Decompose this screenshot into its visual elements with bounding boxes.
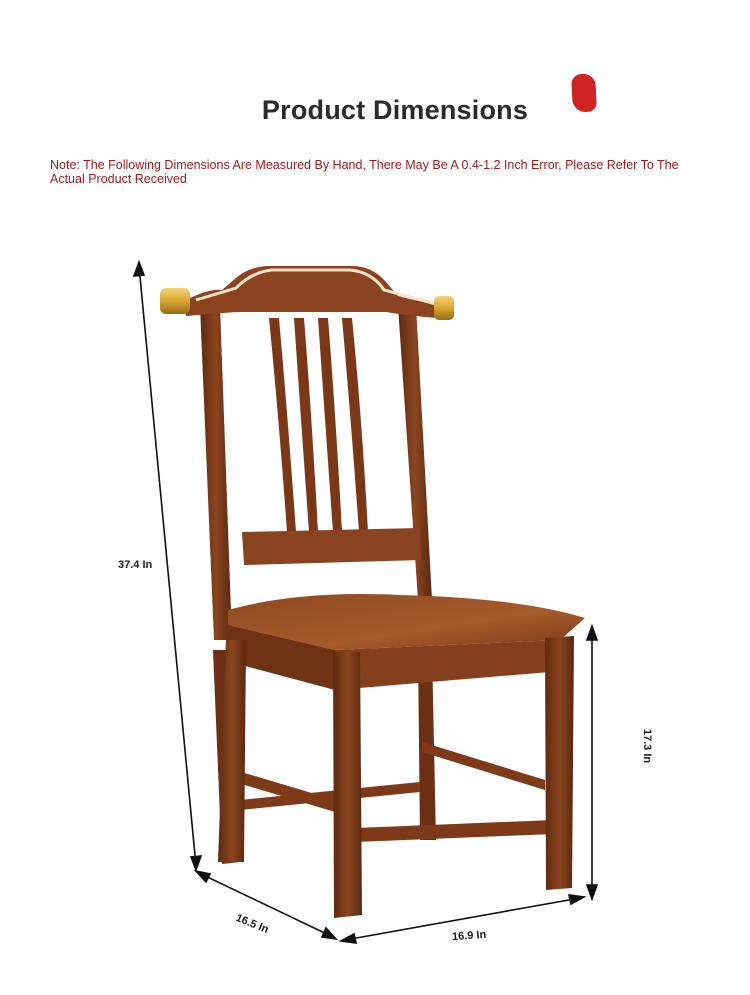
dimension-height-label: 37.4 In [118, 559, 153, 571]
chair-seat [228, 594, 585, 690]
dimension-width-label: 16.9 In [451, 928, 487, 944]
chair-crest-rail [160, 266, 454, 320]
chair-back-rail [242, 528, 421, 565]
dimension-seat-height-label: 17.3 In [641, 728, 654, 764]
brass-end-cap-left [160, 288, 190, 314]
chair-back-posts [200, 306, 432, 640]
brass-end-cap-right [434, 296, 454, 320]
page-title: Product Dimensions [261, 95, 529, 125]
chair-spindles [269, 318, 368, 532]
chair-stretchers [228, 742, 553, 842]
measurement-note: Note: The Following Dimensions Are Measured By Hand, There May Be A 0.4-1.2 Inch Error, Please Refer To The Actual Product Received [50, 158, 679, 186]
dimension-depth-label: 16.5 In [233, 912, 271, 936]
